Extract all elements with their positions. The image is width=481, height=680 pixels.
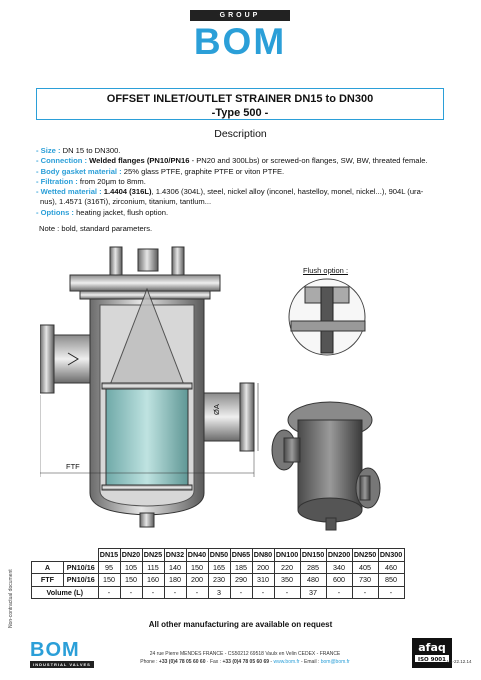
table-header-cell: DN100 <box>275 550 299 560</box>
footer-logo <box>30 640 90 670</box>
brand-name: BOM <box>193 21 287 62</box>
table-header-cell: DN20 <box>121 550 141 560</box>
spec-wetted-material: - Wetted material : 1.4404 (316L), 1.4306 (304L), steel, nickel alloy (inconel, hastelloy, monel, nickel...), 904L (ura- <box>36 187 424 197</box>
table-row <box>32 586 405 599</box>
table-cell: 180 <box>164 574 186 587</box>
table-cell: - <box>164 586 186 599</box>
table-header-cell: DN250 <box>353 550 377 560</box>
table-cell: - <box>252 586 274 599</box>
description-heading: Description <box>214 128 267 140</box>
non-contractual-note: Non-contractual document <box>8 569 14 628</box>
row-pn: PN10/16 <box>64 561 99 574</box>
dimension-table <box>31 548 405 599</box>
svg-text:ISO 9001: ISO 9001 <box>418 657 446 663</box>
table-cell: - <box>352 586 378 599</box>
table-cell: 150 <box>98 574 120 587</box>
spec-gasket: - Body gasket material : 25% glass PTFE, graphite PTFE or viton PTFE. <box>36 166 285 176</box>
product-type: -Type 500 - <box>211 107 269 119</box>
table-cell: 730 <box>352 574 378 587</box>
contact-line: Phone : +33 (0)4 78 05 60 60 · Fax : +33 (0)4 78 05 60 69 - www.bom.fr - Email : bom@bom.fr <box>140 659 350 665</box>
table-cell: 350 <box>274 574 300 587</box>
table-cell: 165 <box>208 561 230 574</box>
row-label: Volume (L) <box>32 586 99 599</box>
table-header-cell: DN150 <box>301 550 325 560</box>
table-row <box>32 574 405 587</box>
email-link[interactable]: bom@bom.fr <box>320 659 350 665</box>
spec-filtration: - Filtration : from 20μm to 8mm. <box>36 176 146 186</box>
phone-number: +33 (0)4 78 05 60 60 <box>158 659 206 665</box>
table-header-row <box>32 549 405 562</box>
table-cell: 150 <box>186 561 208 574</box>
table-header-cell: DN200 <box>327 550 351 560</box>
table-cell: 310 <box>252 574 274 587</box>
table-row <box>32 561 405 574</box>
table-cell: 460 <box>378 561 404 574</box>
document-version: V1-22.12.14 <box>447 659 472 664</box>
table-header-cell: DN32 <box>165 550 185 560</box>
dimension-ftf-label: FTF <box>66 462 80 471</box>
flush-option-label: Flush option : <box>303 266 349 275</box>
note: Note : bold, standard parameters. <box>39 224 153 233</box>
spec-list <box>36 146 456 218</box>
dimension-a-label: ØA <box>212 404 221 415</box>
spec-options: - Options : heating jacket, flush option. <box>36 207 169 217</box>
strainer-3d-drawing <box>270 390 385 535</box>
website-link[interactable]: www.bom.fr <box>273 659 300 665</box>
table-cell: - <box>378 586 404 599</box>
product-title: OFFSET INLET/OUTLET STRAINER DN15 to DN300 <box>106 93 374 105</box>
flush-option-drawing <box>285 277 370 357</box>
table-header-cell: DN300 <box>379 550 403 560</box>
table-cell: 95 <box>98 561 120 574</box>
table-cell: - <box>142 586 164 599</box>
table-cell: - <box>186 586 208 599</box>
table-cell: 220 <box>274 561 300 574</box>
table-cell: 285 <box>300 561 326 574</box>
table-cell: 3 <box>208 586 230 599</box>
spec-size: - Size : DN 15 to DN300. <box>36 146 121 155</box>
group-label: GROUP <box>190 10 290 21</box>
table-cell: 480 <box>300 574 326 587</box>
spec-connection: - Connection : Welded flanges (PN10/PN16 - PN20 and 300Lbs) or screwed-on flanges, SW, BW, threated female. <box>36 156 428 166</box>
table-cell: 200 <box>252 561 274 574</box>
strainer-section-drawing <box>40 245 265 535</box>
table-cell: 290 <box>230 574 252 587</box>
spec-wetted-material-cont: nus), 1.4571 (316Ti), zirconium, titanium, tantlum... <box>40 197 212 207</box>
table-cell: 200 <box>186 574 208 587</box>
fax-number: +33 (0)4 78 05 60 69 <box>222 659 270 665</box>
table-cell: 340 <box>326 561 352 574</box>
row-label: A <box>32 561 64 574</box>
table-header-cell: DN65 <box>231 550 251 560</box>
footer-brand: BOM <box>30 639 80 661</box>
table-header-cell: DN80 <box>253 550 273 560</box>
table-header-cell: DN15 <box>99 550 119 560</box>
table-cell: 405 <box>352 561 378 574</box>
table-header-cell: DN40 <box>187 550 207 560</box>
table-cell: 37 <box>300 586 326 599</box>
table-cell: 230 <box>208 574 230 587</box>
table-cell: 115 <box>142 561 164 574</box>
table-cell: 105 <box>120 561 142 574</box>
table-cell: - <box>98 586 120 599</box>
afaq-certification-logo <box>412 638 452 668</box>
title-box <box>36 88 444 120</box>
table-cell: 140 <box>164 561 186 574</box>
row-pn: PN10/16 <box>64 574 99 587</box>
table-header-cell: DN25 <box>143 550 163 560</box>
brand-logo <box>190 10 290 65</box>
table-cell: - <box>326 586 352 599</box>
table-header-cell: DN50 <box>209 550 229 560</box>
table-cell: 160 <box>142 574 164 587</box>
table-cell: 185 <box>230 561 252 574</box>
row-label: FTF <box>32 574 64 587</box>
company-address: 24 rue Pierre MENDES FRANCE - CS50212 69518 Vaulx en Velin CEDEX - FRANCE <box>149 651 341 657</box>
table-cell: 150 <box>120 574 142 587</box>
table-cell: - <box>120 586 142 599</box>
table-cell: - <box>230 586 252 599</box>
table-cell: 850 <box>378 574 404 587</box>
svg-text:afaq: afaq <box>418 641 446 654</box>
footer-tagline: INDUSTRIAL VALVES <box>30 661 94 668</box>
manufacturing-note: All other manufacturing are available on request <box>148 620 333 629</box>
table-cell: - <box>274 586 300 599</box>
table-cell: 600 <box>326 574 352 587</box>
